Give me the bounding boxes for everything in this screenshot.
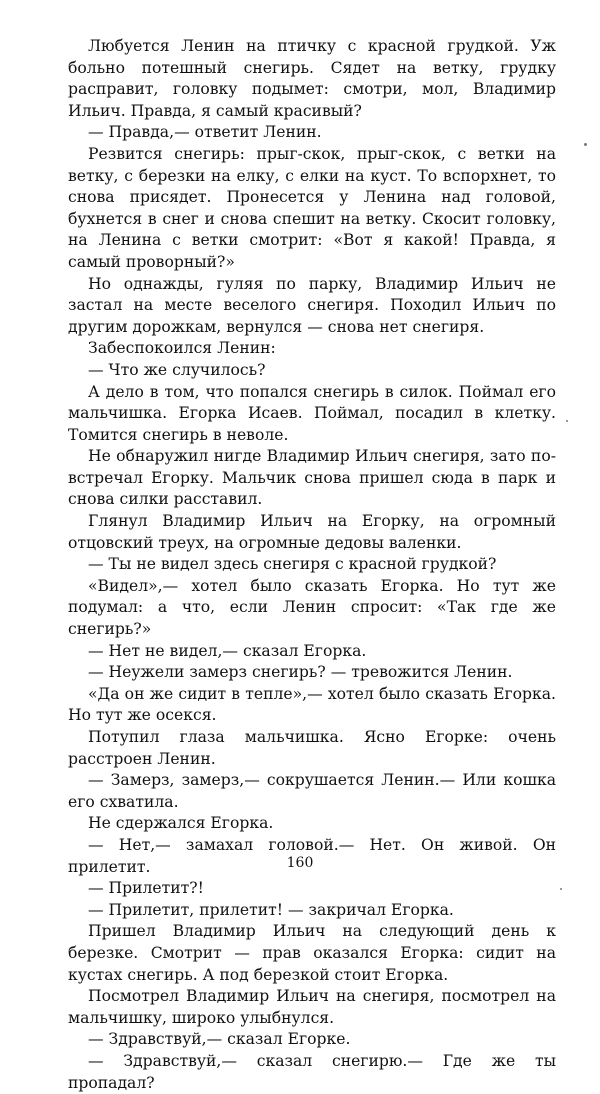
scan-speck	[566, 420, 568, 422]
paragraph: — Замерз, замерз,— сокрушается Ленин.— Или кошка его схватила.	[68, 771, 556, 811]
paragraph: Потупил глаза мальчишка. Ясно Егорке: очень расстроен Ленин.	[68, 728, 556, 768]
paragraph: — Прилетит?!	[88, 879, 204, 898]
paragraph: Не сдержался Егорка.	[88, 814, 274, 833]
paragraph: Но однажды, гуляя по парку, Владимир Ильич не застал на месте веселого снегиря. Походил Ильич по другим дорожкам, вернулся — снова нет снегиря.	[68, 274, 556, 336]
paragraph: «Да он же сидит в тепле»,— хотел было сказать Егорка. Но тут же осекся.	[68, 684, 556, 725]
paragraph: Не обнаружил нигде Владимир Ильич снегиря, зато повстречал Егорку. Мальчик снова пришел сюда в парк и снова силки расставил.	[68, 447, 556, 509]
paragraph: — Нет,— замахал головой.— Нет. Он живой. Он прилетит.	[68, 835, 556, 876]
paragraph: Резвится снегирь: прыг-скок, прыг-скок, с ветки на ветку, с березки на елку, с елки на куст. То вспорхнет, то снова присядет. Пронесется у Ленина над головой, бухнется в снег и снова спешит на ветку. Скосит головку, на Ленина с ветки смотрит: «Вот я какой! Правда, я самый проворный?»	[68, 144, 556, 271]
paragraph: — Ты не видел здесь снегиря с красной грудкой?	[88, 555, 497, 574]
paragraph: Любуется Ленин на птичку с красной грудкой. Уж больно потешный снегирь. Сядет на ветку, грудку расправит, головку подымет: смотри, мол, Владимир Ильич. Правда, я самый красивый?	[68, 37, 556, 120]
paragraph: — Здравствуй,— сказал снегирю.— Где же ты пропадал?	[68, 1051, 556, 1092]
paragraph: — Прилетит, прилетит! — закричал Егорка.	[88, 900, 454, 919]
paragraph: Посмотрел Владимир Ильич на снегиря, посмотрел на мальчишку, широко улыбнулся.	[68, 987, 556, 1027]
paragraph: Глянул Владимир Ильич на Егорку, на огромный отцовский треух, на огромные дедовы валенки.	[68, 512, 556, 552]
paragraph: — Что же случилось?	[88, 360, 266, 379]
paragraph: — Нет не видел,— сказал Егорка.	[88, 641, 367, 660]
paragraph: — Неужели замерз снегирь? — тревожится Ленин.	[88, 663, 513, 682]
scan-speck	[560, 888, 562, 890]
paragraph: — Здравствуй,— сказал Егорке.	[88, 1030, 351, 1049]
paragraph: «Видел»,— хотел было сказать Егорка. Но тут же подумал: а что, если Ленин спросит: «Так где же снегирь?»	[68, 576, 556, 639]
paragraph: А дело в том, что попался снегирь в силок. Поймал его мальчишка. Егорка Исаев. Поймал, посадил в клетку. Томится снегирь в неволе.	[68, 382, 556, 444]
scan-speck	[584, 143, 587, 146]
paragraph: — Правда,— ответит Ленин.	[88, 123, 322, 142]
page-number: 160	[286, 855, 314, 871]
page-text	[68, 36, 556, 1094]
paragraph: Забеспокоился Ленин:	[88, 339, 276, 358]
paragraph: Пришел Владимир Ильич на следующий день к березке. Смотрит — прав оказался Егорка: сидит на кустах снегирь. А под березкой стоит Егорка.	[68, 922, 556, 984]
